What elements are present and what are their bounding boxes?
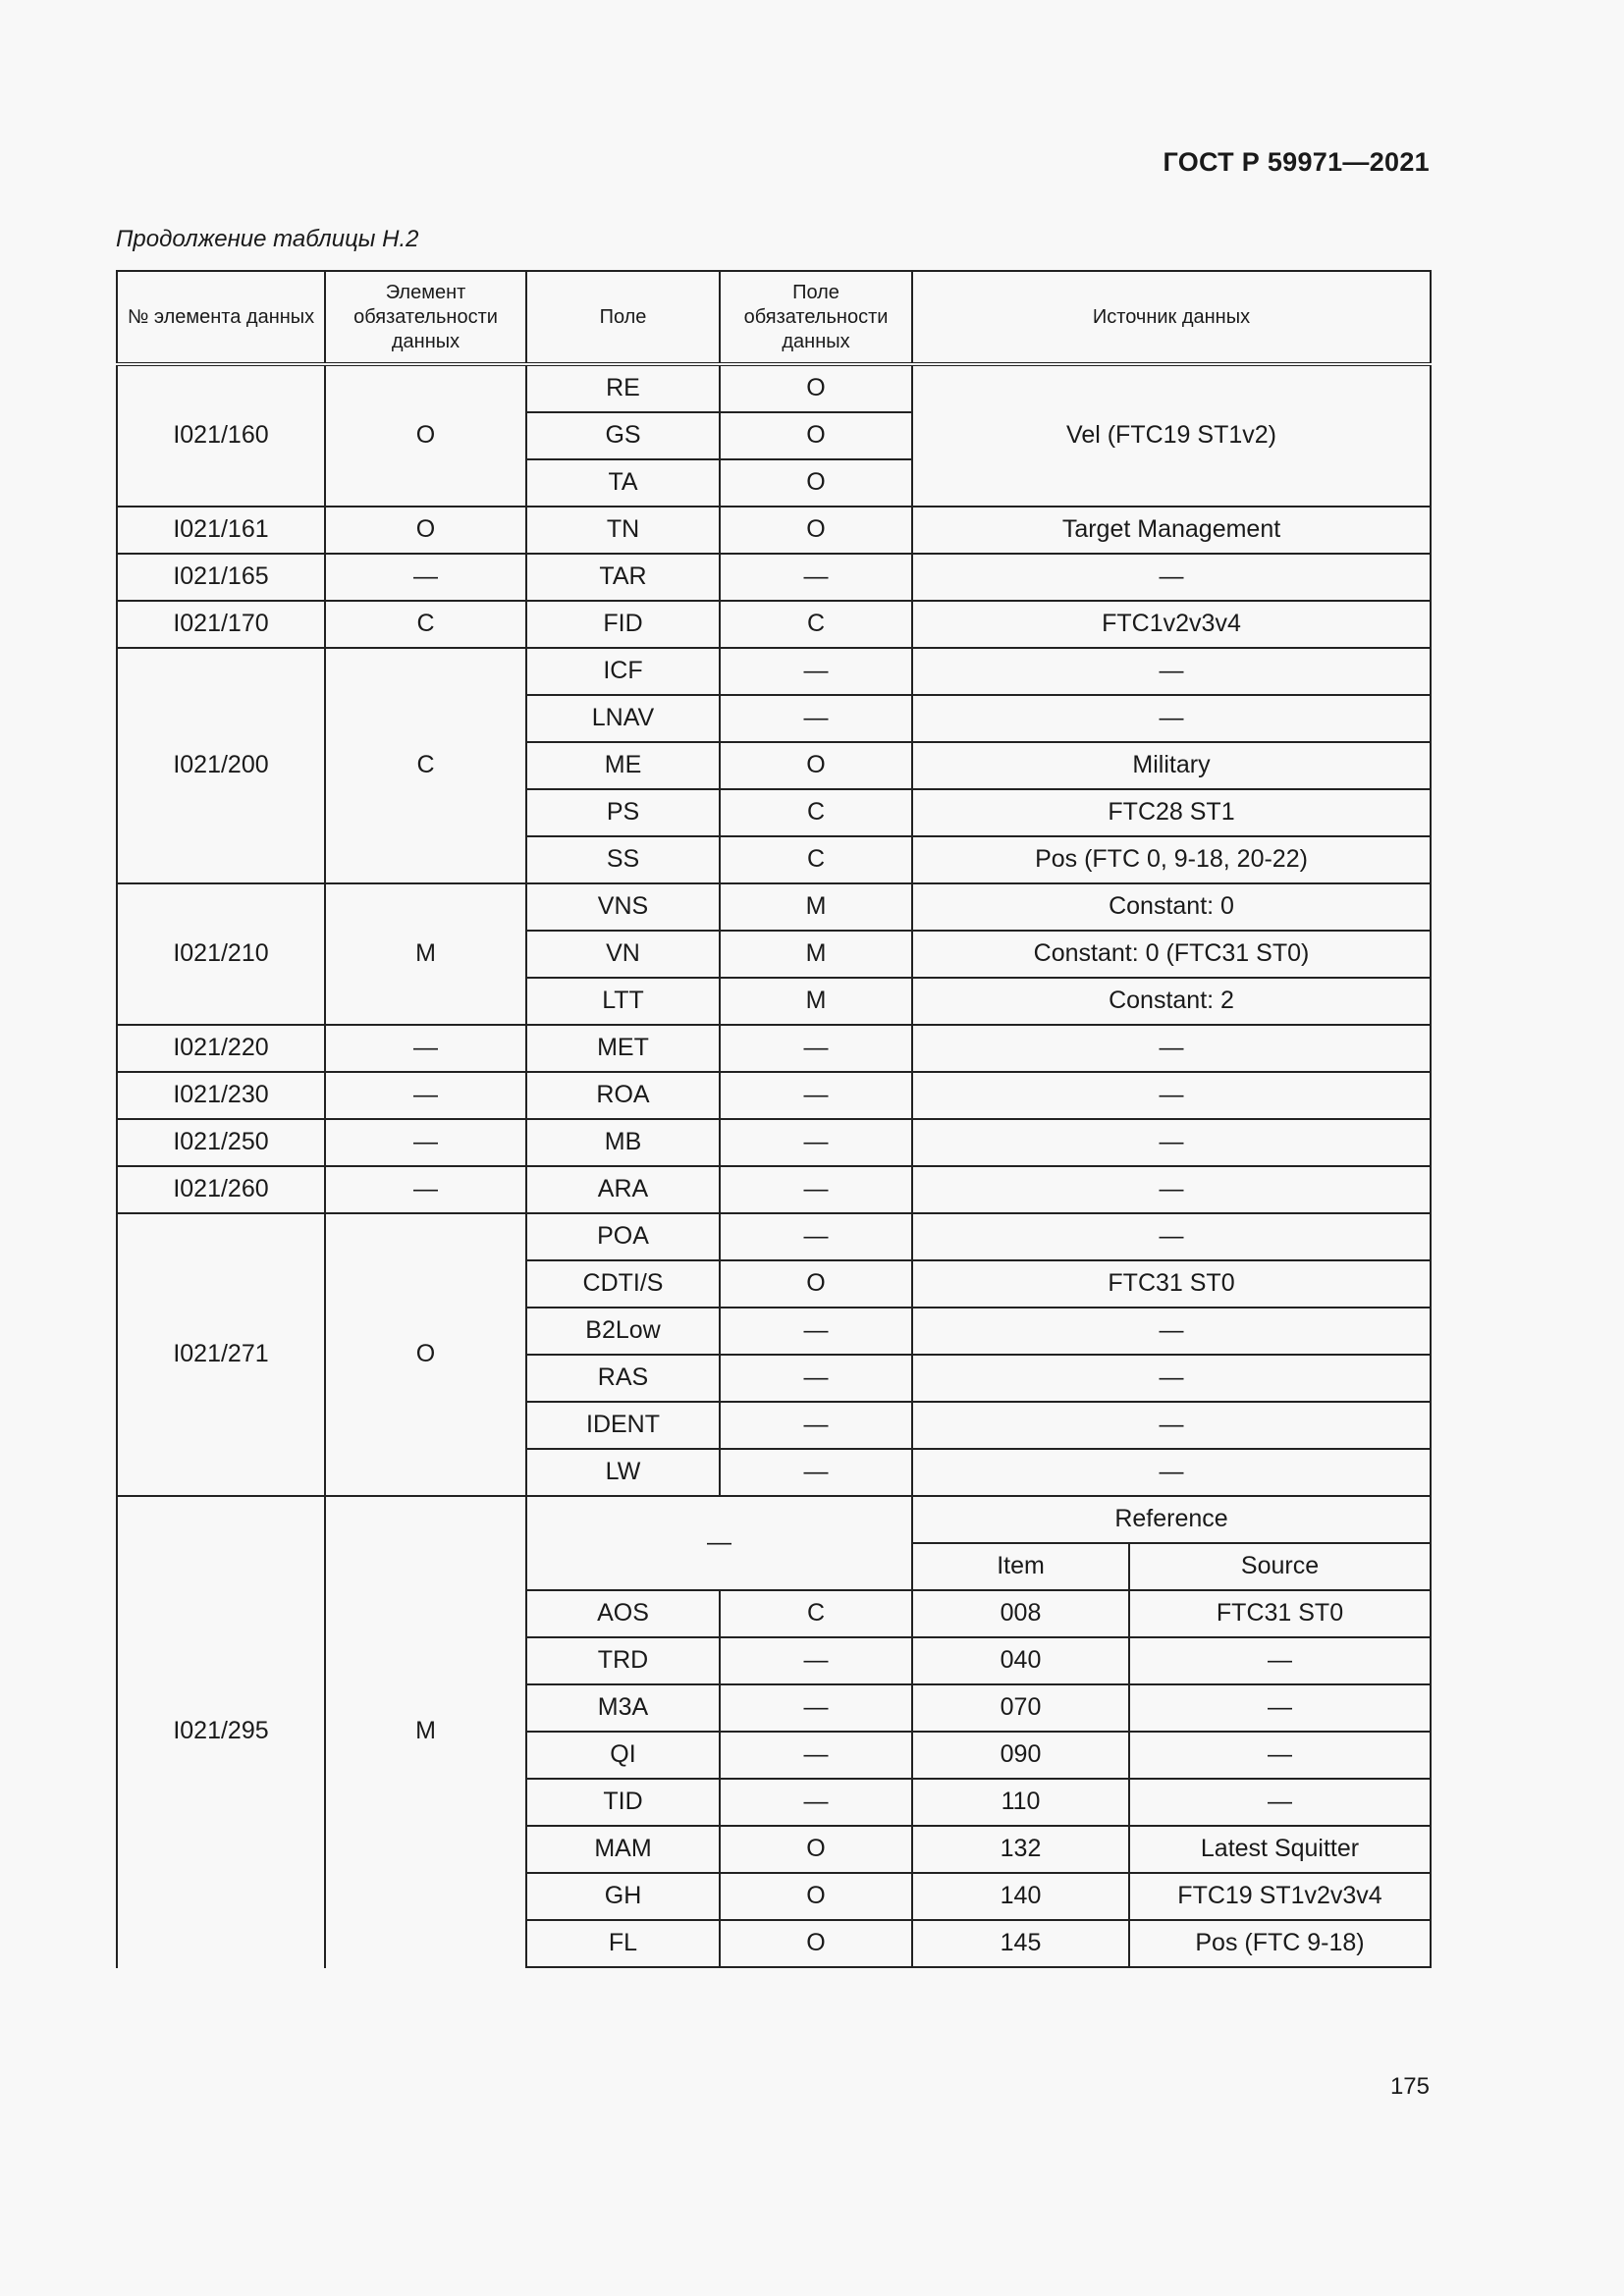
element-mandatory-cell: — <box>325 1072 526 1119</box>
field-mandatory-cell: — <box>720 695 912 742</box>
field-cell: MAM <box>526 1826 720 1873</box>
element-number-cell: I021/160 <box>117 364 325 507</box>
field-mandatory-cell: — <box>720 554 912 601</box>
table-header-row <box>117 271 1431 364</box>
field-cell: ICF <box>526 648 720 695</box>
document-title: ГОСТ Р 59971—2021 <box>1163 147 1430 177</box>
header-element-mandatory: Элемент обязательности данных <box>325 271 526 364</box>
element-number-cell: I021/271 <box>117 1213 325 1496</box>
field-cell: GH <box>526 1873 720 1920</box>
field-cell: SS <box>526 836 720 883</box>
field-cell: FL <box>526 1920 720 1967</box>
data-source-cell: — <box>912 1166 1431 1213</box>
data-source-cell: — <box>912 1355 1431 1402</box>
reference-item-cell: 110 <box>912 1779 1129 1826</box>
reference-item-cell: 008 <box>912 1590 1129 1637</box>
reference-source-cell: — <box>1129 1684 1431 1732</box>
table-row <box>117 364 1431 412</box>
field-cell: TRD <box>526 1637 720 1684</box>
reference-source-cell: Pos (FTC 9-18) <box>1129 1920 1431 1967</box>
data-source-cell: — <box>912 1072 1431 1119</box>
field-cell: AOS <box>526 1590 720 1637</box>
table-row <box>117 507 1431 554</box>
field-mandatory-cell: M <box>720 931 912 978</box>
element-mandatory-cell: C <box>325 648 526 883</box>
field-mandatory-cell: C <box>720 601 912 648</box>
reference-item-cell: 140 <box>912 1873 1129 1920</box>
table-row <box>117 1072 1431 1119</box>
element-number-cell: I021/161 <box>117 507 325 554</box>
data-source-cell: Constant: 2 <box>912 978 1431 1025</box>
reference-item-cell: 040 <box>912 1637 1129 1684</box>
field-cell: PS <box>526 789 720 836</box>
field-cell: VNS <box>526 883 720 931</box>
field-cell: LTT <box>526 978 720 1025</box>
table-row <box>117 1213 1431 1260</box>
field-mandatory-cell: O <box>720 742 912 789</box>
reference-item-cell: 132 <box>912 1826 1129 1873</box>
data-source-cell: Target Management <box>912 507 1431 554</box>
data-source-cell: — <box>912 1308 1431 1355</box>
field-cell: QI <box>526 1732 720 1779</box>
element-number-cell: I021/210 <box>117 883 325 1025</box>
element-number-cell: I021/170 <box>117 601 325 648</box>
data-source-cell: — <box>912 648 1431 695</box>
data-source-cell: — <box>912 1025 1431 1072</box>
field-cell: M3A <box>526 1684 720 1732</box>
reference-source-cell: Latest Squitter <box>1129 1826 1431 1873</box>
data-source-cell: Military <box>912 742 1431 789</box>
element-mandatory-cell: O <box>325 364 526 507</box>
header-data-source: Источник данных <box>912 271 1431 364</box>
reference-item-cell: 145 <box>912 1920 1129 1967</box>
field-mandatory-cell: — <box>720 1449 912 1496</box>
field-mandatory-cell: — <box>720 1308 912 1355</box>
element-number-cell: I021/230 <box>117 1072 325 1119</box>
field-cell: POA <box>526 1213 720 1260</box>
field-cell: ARA <box>526 1166 720 1213</box>
element-number-cell: I021/260 <box>117 1166 325 1213</box>
table-row <box>117 601 1431 648</box>
field-mandatory-cell: — <box>720 1779 912 1826</box>
field-mandatory-cell: — <box>720 1213 912 1260</box>
subheader-dash-cell: — <box>526 1496 912 1590</box>
field-mandatory-cell: — <box>720 1402 912 1449</box>
reference-header-cell: Reference <box>912 1496 1431 1543</box>
data-table <box>116 270 1432 1968</box>
field-cell: TAR <box>526 554 720 601</box>
field-cell: CDTI/S <box>526 1260 720 1308</box>
data-source-cell: — <box>912 695 1431 742</box>
table-row <box>117 1166 1431 1213</box>
data-source-cell: Constant: 0 <box>912 883 1431 931</box>
reference-source-cell: FTC19 ST1v2v3v4 <box>1129 1873 1431 1920</box>
element-mandatory-cell: O <box>325 507 526 554</box>
element-mandatory-cell: — <box>325 1119 526 1166</box>
field-mandatory-cell: O <box>720 507 912 554</box>
field-mandatory-cell: O <box>720 412 912 459</box>
field-mandatory-cell: M <box>720 883 912 931</box>
field-cell: MB <box>526 1119 720 1166</box>
field-cell: RE <box>526 364 720 412</box>
data-source-cell: — <box>912 1119 1431 1166</box>
data-source-cell: FTC28 ST1 <box>912 789 1431 836</box>
field-mandatory-cell: O <box>720 1260 912 1308</box>
element-mandatory-cell: — <box>325 554 526 601</box>
element-mandatory-cell: M <box>325 883 526 1025</box>
header-field: Поле <box>526 271 720 364</box>
table-row <box>117 883 1431 931</box>
field-mandatory-cell: — <box>720 1732 912 1779</box>
field-mandatory-cell: — <box>720 648 912 695</box>
table-row <box>117 1025 1431 1072</box>
field-mandatory-cell: — <box>720 1072 912 1119</box>
element-mandatory-cell: — <box>325 1166 526 1213</box>
field-mandatory-cell: M <box>720 978 912 1025</box>
element-number-cell: I021/165 <box>117 554 325 601</box>
data-source-cell: Constant: 0 (FTC31 ST0) <box>912 931 1431 978</box>
field-cell: ROA <box>526 1072 720 1119</box>
table-caption: Продолжение таблицы Н.2 <box>116 226 419 252</box>
element-mandatory-cell: C <box>325 601 526 648</box>
source-header-cell: Source <box>1129 1543 1431 1590</box>
field-mandatory-cell: — <box>720 1166 912 1213</box>
data-source-cell: — <box>912 1213 1431 1260</box>
data-source-cell: FTC31 ST0 <box>912 1260 1431 1308</box>
header-field-mandatory: Поле обязательности данных <box>720 271 912 364</box>
reference-source-cell: — <box>1129 1779 1431 1826</box>
element-number-cell: I021/295 <box>117 1496 325 1967</box>
table-row <box>117 1119 1431 1166</box>
field-mandatory-cell: C <box>720 836 912 883</box>
field-cell: ME <box>526 742 720 789</box>
field-mandatory-cell: — <box>720 1637 912 1684</box>
field-cell: RAS <box>526 1355 720 1402</box>
field-mandatory-cell: — <box>720 1025 912 1072</box>
table-row <box>117 648 1431 695</box>
data-source-cell: — <box>912 1402 1431 1449</box>
field-cell: MET <box>526 1025 720 1072</box>
field-cell: GS <box>526 412 720 459</box>
element-mandatory-cell: M <box>325 1496 526 1967</box>
field-cell: TA <box>526 459 720 507</box>
element-number-cell: I021/200 <box>117 648 325 883</box>
data-source-cell: — <box>912 1449 1431 1496</box>
header-element-number: № элемента данных <box>117 271 325 364</box>
field-mandatory-cell: C <box>720 1590 912 1637</box>
table-row <box>117 1496 1431 1543</box>
field-cell: LNAV <box>526 695 720 742</box>
element-mandatory-cell: O <box>325 1213 526 1496</box>
page-number: 175 <box>1389 2073 1430 2100</box>
field-mandatory-cell: O <box>720 1920 912 1967</box>
table-body <box>117 364 1431 1967</box>
element-number-cell: I021/250 <box>117 1119 325 1166</box>
data-source-cell: Vel (FTC19 ST1v2) <box>912 364 1431 507</box>
element-number-cell: I021/220 <box>117 1025 325 1072</box>
field-cell: TID <box>526 1779 720 1826</box>
field-cell: B2Low <box>526 1308 720 1355</box>
item-header-cell: Item <box>912 1543 1129 1590</box>
field-mandatory-cell: — <box>720 1355 912 1402</box>
data-source-cell: — <box>912 554 1431 601</box>
field-mandatory-cell: O <box>720 459 912 507</box>
field-mandatory-cell: O <box>720 364 912 412</box>
data-source-cell: FTC1v2v3v4 <box>912 601 1431 648</box>
field-mandatory-cell: O <box>720 1873 912 1920</box>
field-cell: TN <box>526 507 720 554</box>
reference-item-cell: 090 <box>912 1732 1129 1779</box>
reference-item-cell: 070 <box>912 1684 1129 1732</box>
field-cell: IDENT <box>526 1402 720 1449</box>
field-mandatory-cell: O <box>720 1826 912 1873</box>
element-mandatory-cell: — <box>325 1025 526 1072</box>
data-source-cell: Pos (FTC 0, 9-18, 20-22) <box>912 836 1431 883</box>
field-cell: LW <box>526 1449 720 1496</box>
field-mandatory-cell: — <box>720 1119 912 1166</box>
reference-source-cell: — <box>1129 1732 1431 1779</box>
field-cell: FID <box>526 601 720 648</box>
table-row <box>117 554 1431 601</box>
field-cell: VN <box>526 931 720 978</box>
field-mandatory-cell: — <box>720 1684 912 1732</box>
field-mandatory-cell: C <box>720 789 912 836</box>
reference-source-cell: FTC31 ST0 <box>1129 1590 1431 1637</box>
reference-source-cell: — <box>1129 1637 1431 1684</box>
